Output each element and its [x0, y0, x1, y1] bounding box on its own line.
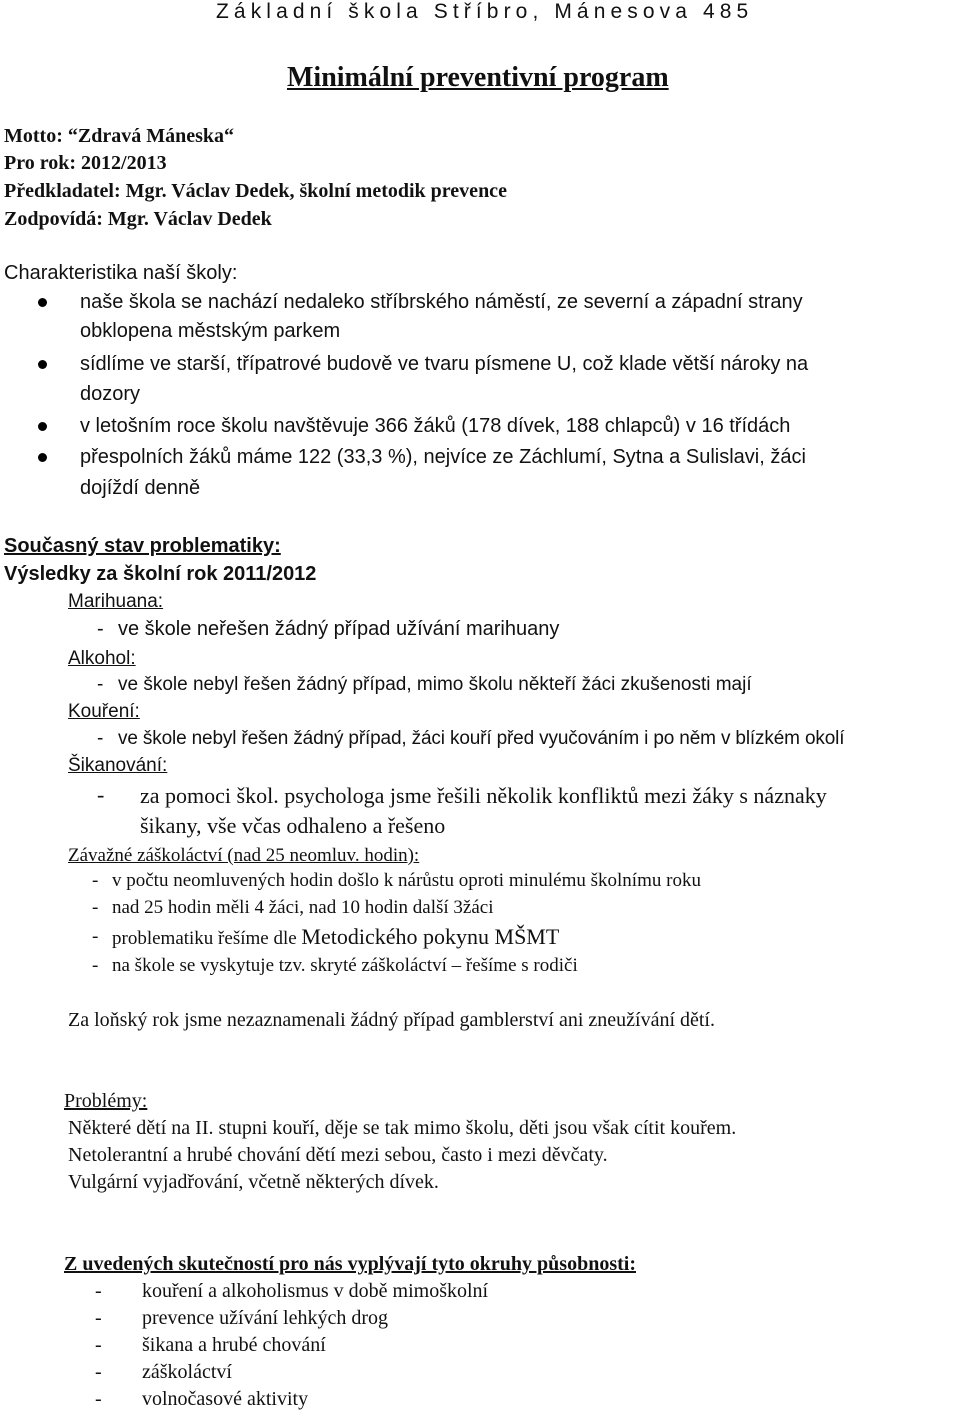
problem-line: Některé dětí na II. stupni kouří, děje se tak mimo školu, děti jsou však cítit kouřem.	[68, 1117, 737, 1139]
characteristic-line: dozory	[80, 383, 141, 405]
truancy-item: v počtu neomluvených hodin došlo k nárůstu oproti minulému školnímu roku	[112, 870, 701, 891]
characteristics-heading: Charakteristika naší školy:	[4, 262, 238, 284]
responsible: Zodpovídá: Mgr. Václav Dedek	[4, 208, 272, 230]
characteristic-line: sídlíme ve starší, třípatrové budově ve tvaru písmene U, což klade větší nároky na	[80, 353, 809, 375]
area-item: kouření a alkoholismus v době mimoškolní	[142, 1280, 489, 1302]
bullying-text: za pomoci škol. psychologa jsme řešili několik konfliktů mezi žáky s náznaky	[140, 783, 827, 808]
dash-icon: -	[92, 926, 99, 947]
areas-heading: Z uvedených skutečností pro nás vyplývají tyto okruhy působnosti:	[64, 1253, 636, 1275]
smoking-text: ve škole nebyl řešen žádný případ, žáci kouří před vyučováním i po něm v blízkém okolí	[118, 728, 845, 749]
characteristic-line: přespolních žáků máme 122 (33,3 %), nejvíce ze Záchlumí, Sytna a Sulislavi, žáci	[80, 446, 806, 468]
truancy-label: Závažné záškoláctví (nad 25 neomluv. hodin):	[68, 845, 420, 866]
dash-icon: -	[97, 618, 104, 640]
area-item: prevence užívání lehkých drog	[142, 1307, 389, 1329]
problems-heading: Problémy:	[64, 1090, 148, 1112]
bullet-icon	[38, 298, 47, 307]
characteristic-line: dojíždí denně	[80, 477, 201, 499]
current-heading: Současný stav problematiky:	[4, 535, 281, 557]
alcohol-text: ve škole nebyl řešen žádný případ, mimo školu někteří žáci zkušenosti mají	[118, 674, 752, 695]
bullying-text: šikany, vše včas odhaleno a řešeno	[140, 813, 446, 838]
alcohol-label: Alkohol:	[68, 648, 136, 669]
bullet-icon	[38, 360, 47, 369]
area-item: záškoláctví	[142, 1361, 232, 1383]
characteristic-line: obklopena městským parkem	[80, 320, 341, 342]
dash-icon: -	[95, 1334, 102, 1356]
dash-icon: -	[92, 897, 99, 918]
year: Pro rok: 2012/2013	[4, 152, 167, 174]
problem-line: Netolerantní a hrubé chování dětí mezi sebou, často i mezi děvčaty.	[68, 1144, 608, 1166]
dash-icon: -	[97, 728, 104, 749]
area-item: volnočasové aktivity	[142, 1388, 309, 1410]
truancy-item: nad 25 hodin měli 4 žáci, nad 10 hodin další 3žáci	[112, 897, 494, 918]
submitter: Předkladatel: Mgr. Václav Dedek, školní metodik prevence	[4, 180, 507, 202]
truancy-item	[112, 925, 559, 951]
characteristic-line: naše škola se nachází nedaleko stříbrského náměstí, ze severní a západní strany	[80, 291, 803, 313]
truancy-item: na škole se vyskytuje tzv. skryté záškoláctví – řešíme s rodiči	[112, 955, 578, 976]
dash-icon: -	[95, 1307, 102, 1329]
page-title: Minimální preventivní program	[287, 62, 669, 93]
summary-text: Za loňský rok jsme nezaznamenali žádný případ gamblerství ani zneužívání dětí.	[68, 1009, 715, 1031]
dash-icon: -	[92, 955, 99, 976]
dash-icon: -	[95, 1280, 102, 1302]
bullying-label: Šikanování:	[68, 755, 168, 776]
marihuana-label: Marihuana:	[68, 591, 164, 612]
bullet-icon	[38, 422, 47, 431]
results-subheading: Výsledky za školní rok 2011/2012	[4, 563, 317, 585]
problem-line: Vulgární vyjadřování, včetně některých dívek.	[68, 1171, 439, 1193]
marihuana-text: ve škole neřešen žádný případ užívání marihuany	[118, 618, 560, 640]
characteristic-line: v letošním roce školu navštěvuje 366 žáků (178 dívek, 188 chlapců) v 16 třídách	[80, 415, 791, 437]
dash-icon: -	[95, 1388, 102, 1410]
dash-icon: -	[92, 870, 99, 891]
area-item: šikana a hrubé chování	[142, 1334, 326, 1356]
bullet-icon	[38, 453, 47, 462]
truancy-method: Metodického pokynu MŠMT	[301, 924, 560, 949]
dash-icon: -	[97, 674, 104, 695]
dash-icon: -	[95, 1361, 102, 1383]
dash-icon: -	[97, 782, 105, 807]
school-name: Základní škola Stříbro, Mánesova 485	[216, 0, 754, 23]
truancy-item-text: problematiku řešíme dle	[112, 928, 302, 949]
smoking-label: Kouření:	[68, 701, 140, 722]
motto: Motto: “Zdravá Máneska“	[4, 125, 234, 147]
